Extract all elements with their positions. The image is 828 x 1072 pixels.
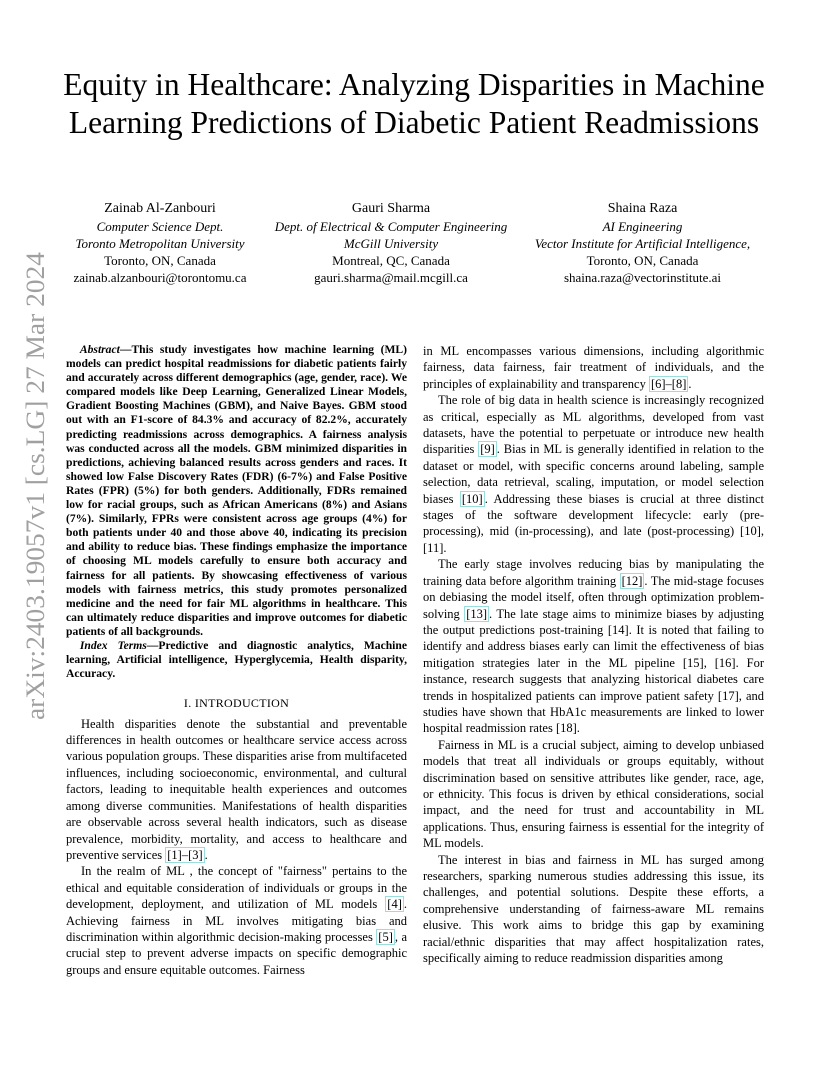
paper-title: Equity in Healthcare: Analyzing Disparities in Machine Learning Predictions of Diabetic Patient Readmissions — [63, 67, 765, 140]
author-location: Montreal, QC, Canada — [332, 253, 450, 268]
arxiv-stamp — [14, 250, 54, 720]
paragraph: in ML encompasses various dimensions, including algorithmic fairness, data fairness, fair treatment of individuals, and the principles of explainability and transparency [6]–[8] . — [423, 344, 764, 391]
author-dept: Dept. of Electrical & Computer Engineering — [274, 219, 508, 234]
citation-link[interactable]: [5] — [378, 929, 393, 944]
section-heading: I. INTRODUCTION — [183, 696, 290, 711]
citation-link[interactable]: [10] — [461, 491, 483, 506]
author-email: gauri.sharma@mail.mcgill.ca — [314, 270, 468, 285]
author-org: Toronto Metropolitan University — [75, 236, 245, 251]
index-terms-text: —Predictive and diagnostic analytics, Machine learning, Artificial intelligence, Hyperglycemia, Health disparity, Accuracy. — [66, 638, 407, 681]
author-name: Zainab Al-Zanbouri — [104, 201, 216, 216]
left-column — [66, 343, 407, 978]
index-terms — [66, 639, 407, 681]
paragraph: In the realm of ML , the concept of "fairness" pertains to the ethical and equitable consideration of individuals or groups in the development, deployment, and utilization of ML models [4] . Achieving fairness in ML involves mitigating bias and discrimination within algorithmic decision-making processes [5] , a crucial step to prevent adverse impacts on specific demographic groups and ensure equitable outcomes. Fairness — [66, 864, 407, 977]
citation-link[interactable]: [6]–[8] — [650, 376, 687, 391]
paragraph: Fairness in ML is a crucial subject, aiming to develop unbiased models that treat all individuals or groups equitably, without discrimination based on sensitive attributes like gender, race, age, or ethnicity. This focus is driven by ethical considerations, social impact, and the need for trust and accountability in ML applications. Thus, ensuring fairness is essential for the integrity of ML models. — [423, 737, 764, 851]
paragraph: The role of big data in health science is increasingly recognized as critical, especially as ML algorithms, developed from vast datasets, have the potential to perpetuate or introduce new health disparities [9] . Bias in ML is generally identified in relation to the dataset or model, with specific concerns around labeling, sample selection, data retrieval, scaling, imputation, or model selection biases [10] . Addressing these biases is crucial at three distinct stages of the software development lifecycle: early (pre-processing), mid (in-processing), and late (post-processing) [10], [11]. — [423, 393, 764, 555]
author-dept: Computer Science Dept. — [96, 219, 224, 234]
abstract-label: Abstract — [79, 343, 120, 356]
author-email: shaina.raza@vectorinstitute.ai — [563, 270, 722, 285]
author-2 — [258, 200, 524, 286]
citation-link[interactable]: [13] — [466, 606, 488, 621]
author-dept: AI Engineering — [602, 219, 683, 234]
paragraph: Health disparities denote the substantial and preventable differences in health outcomes or healthcare service access across various population groups. These disparities arise from multifaceted influences, including socioeconomic, environmental, and cultural factors, leading to inequitable health experiences and outcomes among diverse communities. Manifestations of health disparities are observable across several health indicators, such as disease prevalence, morbidity, mortality, and access to healthcare and preventive services [1]–[3] . — [66, 716, 407, 862]
author-block — [60, 200, 768, 292]
arxiv-stamp-text: arXiv:2403.19057v1 [cs.LG] 27 Mar 2024 — [20, 268, 50, 720]
abstract-text: —This study investigates how machine learning (ML) models can predict hospital readmissions for diabetic patients fairly and accurately across different demographics (age, gender, race). We compared models like Deep Learning, Generalized Linear Models, Gradient Boosting Machines (GBM), and Naive Bayes. GBM stood out with an F1-score of 84.3% and accuracy of 82.2%, accurately predicting readmissions across demographics. A fairness analysis was conducted across all the models. GBM minimized disparities in predictions, achieving balanced results across genders and races. It showed low False Discovery Rates (FDR) (6-7%) and False Positive Rates (FPR) (5%) for both genders. Additionally, FDRs remained low for racial groups, such as African Americans (8%) and Asians (7%). Similarly, FPRs were consistent across age groups (4%) for both patients under 40 and those above 40, indicating its precision and ability to reduce bias. These findings emphasize the importance of choosing ML models carefully to ensure both accuracy and fairness for all patients. By showcasing effectiveness of various models with fairness metrics, this study promotes personalized medicine and the need for fair ML algorithms in healthcare. This can ultimately reduce disparities and improve outcomes for diabetic patients of all backgrounds. — [66, 343, 407, 638]
author-1 — [60, 200, 260, 286]
author-location: Toronto, ON, Canada — [586, 253, 699, 268]
author-org: McGill University — [343, 236, 439, 251]
index-terms-label: Index Terms — [79, 638, 147, 652]
citation-link[interactable]: [12] — [621, 573, 643, 588]
citation-link[interactable]: [4] — [387, 897, 402, 912]
abstract — [66, 343, 407, 639]
author-name: Gauri Sharma — [351, 201, 431, 216]
author-3 — [515, 200, 770, 286]
paragraph: The interest in bias and fairness in ML has surged among researchers, sparking numerous studies addressing this issue, its challenges, and potential solutions. Despite these efforts, a comprehensive understanding of fairness-aware ML remains elusive. This work aims to bridge this gap by examining racial/ethnic disparities that may affect hospitalization rates, specifically aiming to reduce readmission disparities among — [423, 852, 764, 966]
paragraph: The early stage involves reducing bias by manipulating the training data before algorithm training [12] . The mid-stage focuses on debiasing the model itself, often through optimization problem-solving [13] . The late stage aims to minimize biases by adjusting the output predictions post-training [14]. It is noted that failing to identify and address biases early can limit the effectiveness of bias mitigation strategies later in the ML pipeline [15], [16]. For instance, research suggests that analyzing historical diabetes care trends in hospitalized patients can improve patient safety [17], and studies have shown that HbA1c measurements are linked to lower hospital readmission rates [18]. — [423, 557, 764, 736]
right-column — [423, 343, 764, 966]
author-name: Shaina Raza — [607, 201, 678, 216]
author-org: Vector Institute for Artificial Intelligence, — [534, 236, 751, 251]
citation-link[interactable]: [1]–[3] — [167, 847, 203, 862]
author-email: zainab.alzanbouri@torontomu.ca — [73, 270, 247, 285]
citation-link[interactable]: [9] — [480, 442, 495, 457]
author-location: Toronto, ON, Canada — [104, 253, 216, 268]
